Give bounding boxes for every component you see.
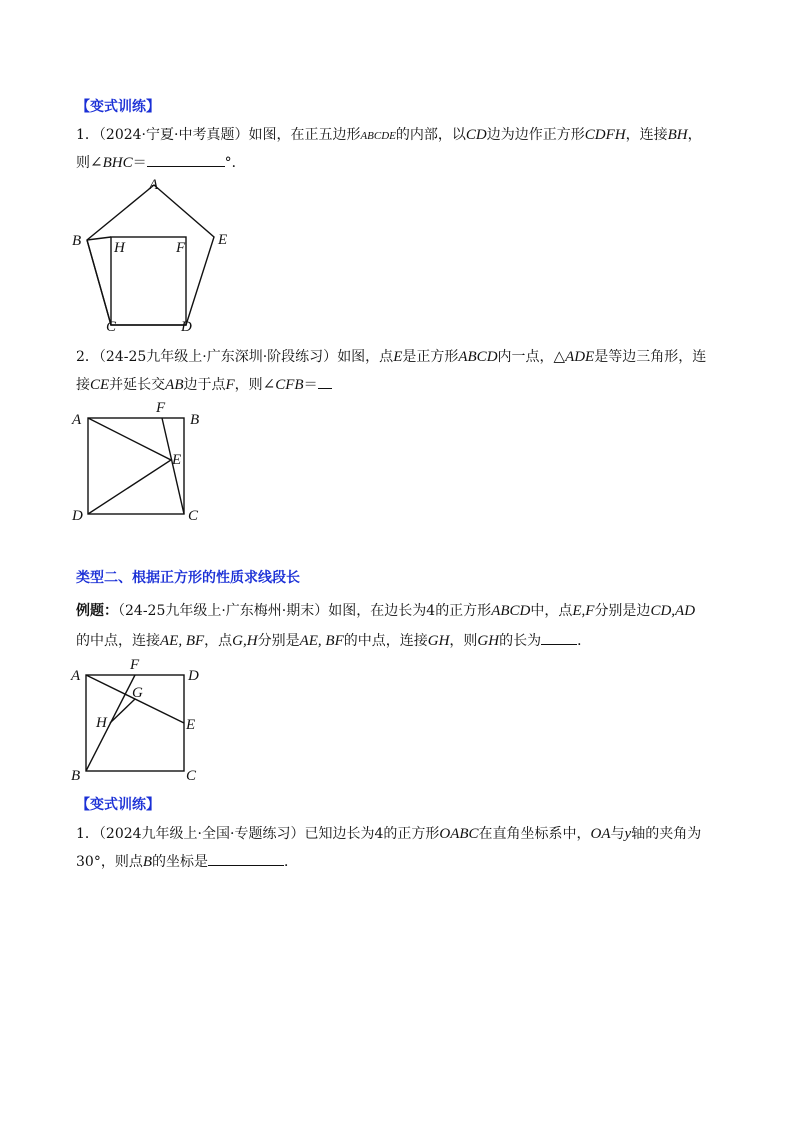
example-line-1	[76, 597, 736, 625]
square-triangle-figure	[66, 398, 216, 528]
problem-text: 的内部，以	[395, 127, 466, 143]
problem-text: ，则点	[100, 854, 143, 870]
label-b: B	[190, 412, 200, 428]
problem-text: 并延长交	[109, 377, 166, 393]
label-a: A	[71, 668, 81, 684]
label-h: H	[96, 715, 107, 731]
segment-name: BH	[667, 127, 688, 143]
problem-text: ，	[687, 127, 702, 143]
pentagon-square-figure	[66, 175, 246, 335]
problem-text: 如图，点	[337, 349, 394, 365]
problem-text: ，连接	[625, 127, 668, 143]
label-g: G	[132, 685, 143, 701]
pentagon-outline	[87, 185, 214, 325]
problem-text: 是正方形	[402, 349, 459, 365]
label-e: E	[218, 232, 228, 248]
square-name: OABC	[439, 826, 479, 842]
angle-name: ∠CFB	[262, 377, 304, 393]
problem-1-line-2	[76, 149, 736, 177]
axis-name: y	[624, 826, 632, 842]
side-names: CD,AD	[650, 603, 696, 619]
section-heading-variant-training: 【变式训练】	[76, 99, 160, 115]
point-names: E,F	[572, 603, 595, 619]
problem-source: （24-25九年级上·广东梅州·期末）	[118, 603, 329, 619]
segment-gh	[110, 699, 135, 723]
square-name: ABCD	[491, 603, 531, 619]
label-d: D	[188, 668, 199, 684]
segment-names: AE, BF	[299, 633, 344, 649]
label-e: E	[172, 452, 182, 468]
label-c: C	[186, 768, 197, 784]
label-a: A	[72, 412, 82, 428]
answer-blank[interactable]	[147, 152, 225, 167]
problem-text: 轴的夹角为	[631, 826, 702, 842]
label-d: D	[72, 508, 83, 524]
problem-2-line-1	[76, 343, 736, 371]
segment-bc	[87, 240, 111, 325]
problem-number: 1．	[76, 826, 99, 842]
square-midpoints-figure	[66, 655, 216, 785]
label-f: F	[176, 240, 186, 256]
triangle-name: △ADE	[553, 349, 595, 365]
problem-text: 边于点	[183, 377, 226, 393]
label-h: H	[114, 240, 125, 256]
problem-text: ．	[577, 633, 592, 649]
problem-number: 1．	[76, 127, 99, 143]
problem-text: 则	[76, 155, 90, 171]
problem-text: 边为边作正方形	[486, 127, 585, 143]
problem-2-line-2	[76, 371, 736, 399]
angle-value: 30°	[76, 854, 101, 870]
segment-name: OA	[590, 826, 611, 842]
answer-blank[interactable]	[318, 374, 332, 389]
point-name: E	[393, 349, 403, 365]
equals-sign: ＝	[303, 377, 318, 393]
problem-number: 2．	[76, 349, 99, 365]
label-c: C	[106, 319, 117, 335]
problem-text: 分别是边	[594, 603, 651, 619]
label-b: B	[72, 233, 82, 249]
side-length: 4	[426, 603, 436, 619]
example-label: 例题：	[76, 603, 118, 619]
problem-text: 接	[76, 377, 90, 393]
label-e: E	[186, 717, 196, 733]
type-2-heading: 类型二、根据正方形的性质求线段长	[76, 570, 300, 586]
point-name: B	[142, 854, 152, 870]
label-d: D	[181, 319, 192, 335]
label-f: F	[156, 400, 166, 416]
label-a: A	[149, 177, 159, 193]
triangle-ade	[88, 418, 171, 514]
label-c: C	[188, 508, 199, 524]
edge-name: CD	[465, 127, 487, 143]
problem-1-line-1	[76, 121, 736, 150]
problem-text: 在直角坐标系中，	[478, 826, 591, 842]
problem-text: 是等边三角形，连	[594, 349, 707, 365]
equals-sign: ＝	[132, 155, 147, 171]
segment-name: GH	[477, 633, 500, 649]
problem-text: 已知边长为	[304, 826, 375, 842]
problem-text: 的正方形	[383, 826, 440, 842]
side-length: 4	[374, 826, 384, 842]
problem-source: （2024九年级上·全国·专题练习）	[98, 826, 305, 842]
example-line-2	[76, 627, 736, 655]
problem-text: 如图，在正五边形	[248, 127, 361, 143]
problem-text: 的坐标是	[152, 854, 208, 870]
point-name: F	[225, 377, 235, 393]
answer-blank[interactable]	[208, 851, 284, 866]
problem-text: ．	[284, 854, 298, 870]
degree-suffix: °．	[224, 155, 246, 171]
pentagon-name: ABCDE	[360, 130, 396, 142]
problem-source: （24-25九年级上·广东深圳·阶段练习）	[98, 349, 338, 365]
problem-text: 的中点，连接	[343, 633, 428, 649]
label-f: F	[130, 657, 140, 673]
problem-text: ，则	[449, 633, 478, 649]
problem-text: 的正方形	[435, 603, 492, 619]
segment-name: GH	[427, 633, 450, 649]
segment-names: AE, BF	[160, 633, 205, 649]
segment-name: AB	[165, 377, 184, 393]
square-name: CDFH	[584, 127, 626, 143]
angle-name: ∠BHC	[90, 155, 133, 171]
problem-text: 内一点，	[497, 349, 554, 365]
problem-text: 如图，在边长为	[328, 603, 427, 619]
problem-text: 的中点，连接	[76, 633, 160, 649]
problem-text: ，点	[204, 633, 233, 649]
square-name: ABCD	[458, 349, 498, 365]
point-names: G,H	[232, 633, 258, 649]
problem-text: 中，点	[530, 603, 573, 619]
problem-text: 与	[610, 826, 625, 842]
label-b: B	[71, 768, 81, 784]
problem-text: ，则	[234, 377, 263, 393]
section-heading-variant-training-2: 【变式训练】	[76, 797, 160, 813]
problem-source: （2024·宁夏·中考真题）	[98, 127, 249, 143]
problem-3-line-1	[76, 820, 736, 848]
square-abcd	[88, 418, 184, 514]
problem-3-line-2	[76, 848, 736, 876]
segment-name: CE	[90, 377, 110, 393]
problem-text: 分别是	[257, 633, 300, 649]
answer-blank[interactable]	[541, 630, 577, 645]
problem-text: 的长为	[499, 633, 542, 649]
